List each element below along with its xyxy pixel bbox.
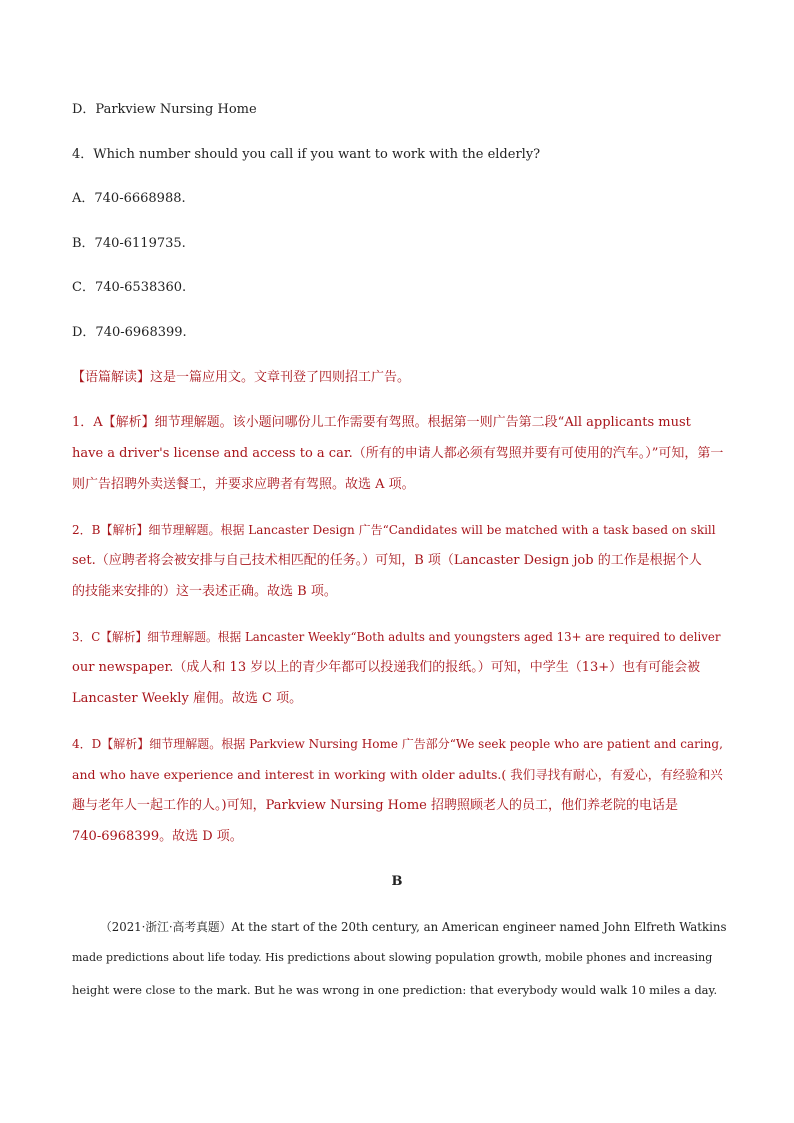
analysis-2-label: 2．B【解析】	[72, 523, 149, 537]
analysis-4-line-4: 740-6968399。故选 D 项。	[72, 829, 243, 844]
analysis-3-line-2: our newspaper.（成人和 13 岁以上的青少年都可以投递我们的报纸。）可知，中学生（13+）也有可能会被	[72, 660, 701, 675]
section-b-heading: B	[391, 874, 403, 889]
analysis-4-line-2: and who have experience and interest in working with older adults.( 我们寻找有耐心，有爱心，有经验和兴	[72, 767, 723, 782]
intro-label: 【语篇解读】	[72, 370, 151, 385]
q4-stem: 4．Which number should you call if you want to work with the elderly?	[72, 147, 541, 162]
q4-option-c: C．740-6538360.	[72, 280, 187, 295]
analysis-3-text-1: 细节理解题。根据 Lancaster Weekly“Both adults and youngsters aged 13+ are required to deliver	[147, 630, 721, 644]
q4-option-b: B．740-6119735.	[72, 236, 186, 251]
analysis-3-line-3: Lancaster Weekly 雇佣。故选 C 项。	[72, 691, 303, 706]
section-b-line-2: made predictions about life today. His predictions about slowing population growth, mobile phones and increasing	[72, 951, 713, 964]
analysis-2-line-2: set.（应聘者将会被安排与自己技术相匹配的任务。）可知，B 项（Lancaster Design job 的工作是根据个人	[72, 553, 702, 568]
intro-text: 这是一篇应用文。文章刊登了四则招工广告。	[150, 370, 411, 385]
analysis-4-text-1: 细节理解题。根据 Parkview Nursing Home 广告部分“We seek people who are patient and caring,	[149, 737, 723, 751]
analysis-1-line-3: 则广告招聘外卖送餐工，并要求应聘者有驾照。故选 A 项。	[72, 477, 415, 492]
analysis-1-text-1: 细节理解题。该小题问哪份儿工作需要有驾照。根据第一则广告第二段“All applicants must	[154, 415, 691, 430]
section-b-line-3: height were close to the mark. But he was wrong in one prediction: that everybody would walk 10 miles a day.	[72, 983, 718, 997]
analysis-2-line-1	[72, 521, 716, 539]
analysis-2-line-3: 的技能来安排的）这一表述正确。故选 B 项。	[72, 584, 337, 599]
analysis-1-line-2: have a driver's license and access to a car.（所有的申请人都必须有驾照并要有可使用的汽车。）”可知，第一	[72, 446, 724, 461]
analysis-4-label: 4．D【解析】	[72, 737, 150, 751]
analysis-3-label: 3．C【解析】	[72, 630, 148, 644]
section-b-line-1: （2021·浙江·高考真题）At the start of the 20th century, an American engineer named John Elfreth Watkins	[100, 920, 727, 934]
q3-option-d: D．Parkview Nursing Home	[72, 102, 257, 117]
analysis-1-label: 1．A【解析】	[72, 415, 155, 430]
analysis-4-line-1	[72, 735, 723, 753]
passage-intro	[72, 369, 410, 387]
q4-option-a: A．740-6668988.	[72, 191, 186, 206]
analysis-1-line-1	[72, 414, 691, 432]
analysis-3-line-1	[72, 628, 720, 646]
q4-option-d: D．740-6968399.	[72, 325, 187, 340]
analysis-2-text-1: 细节理解题。根据 Lancaster Design 广告“Candidates will be matched with a task based on skill	[148, 523, 716, 537]
analysis-4-line-3: 趣与老年人一起工作的人。)可知，Parkview Nursing Home 招聘照顾老人的员工，他们养老院的电话是	[72, 798, 678, 813]
